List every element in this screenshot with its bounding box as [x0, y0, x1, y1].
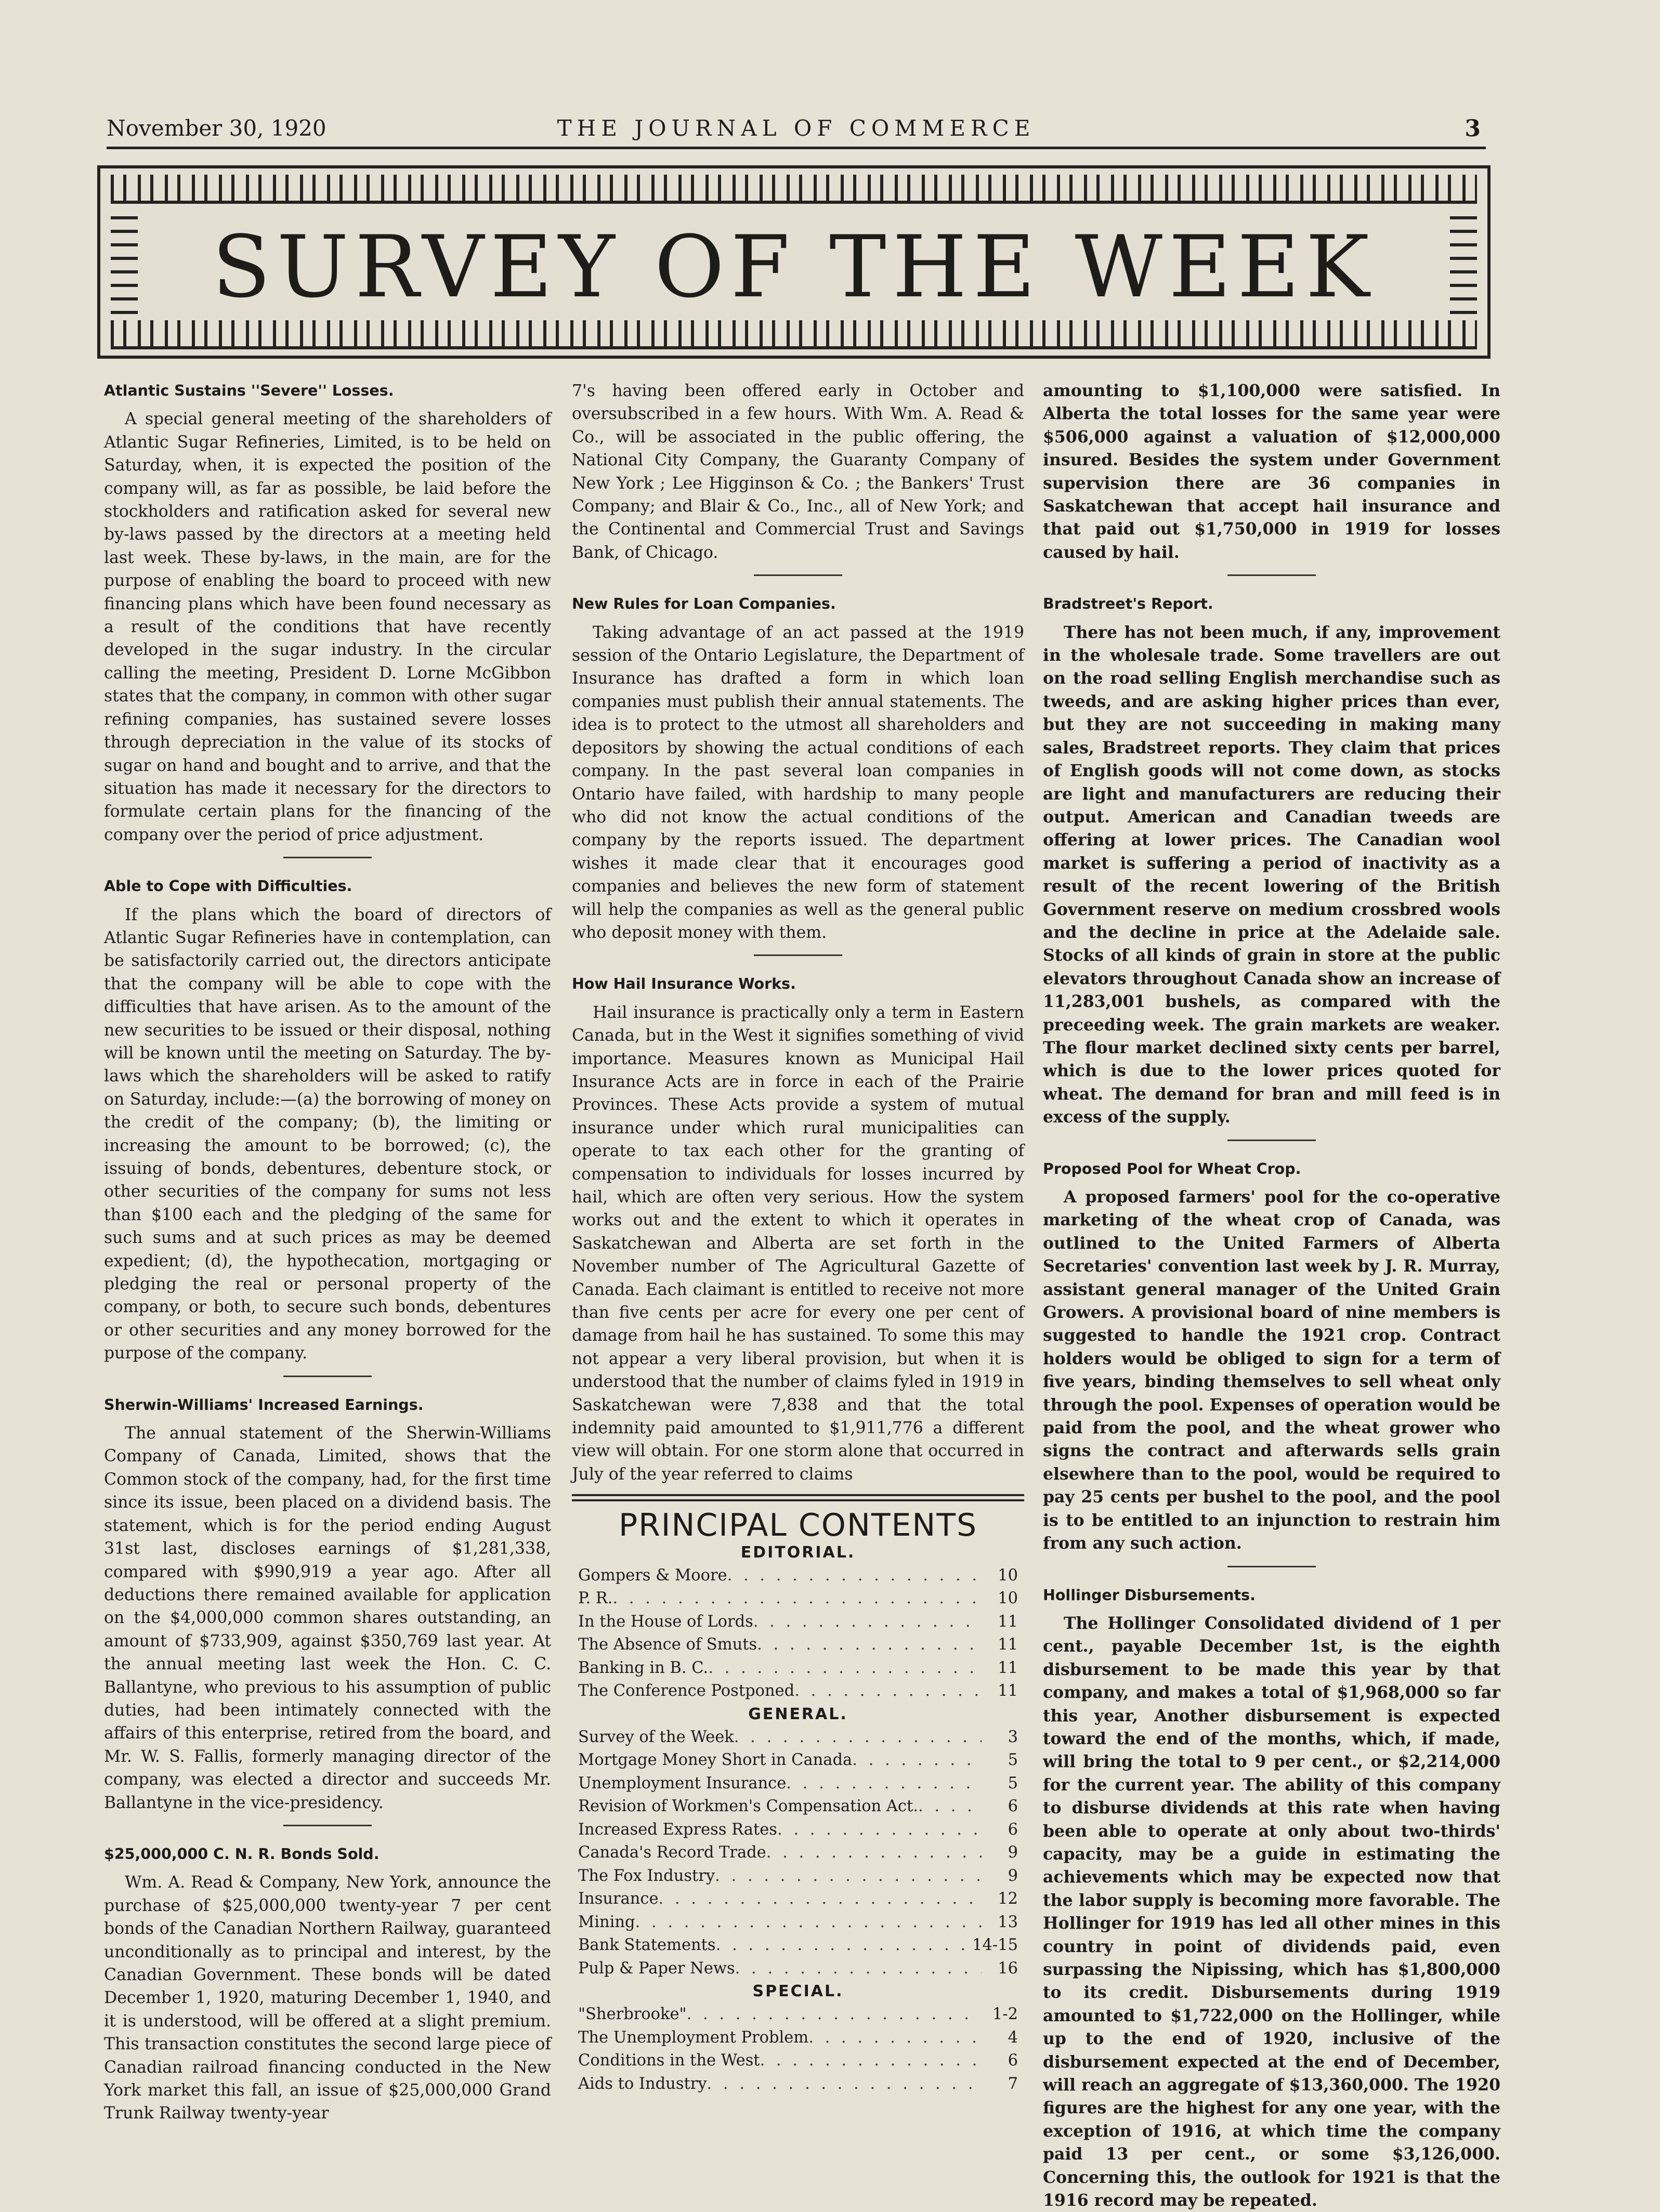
article-body: The annual statement of the Sherwin-Williams Company of Canada, Limited, shows that the Common stock of the company, had, for the first time since its issue, been placed on a dividend basis. The statement, which is for the period ending August 31st last, discloses earnings of $1,281,338, compared with $990,919 a year ago. After all deductions there remained available for application on the $4,000,000 common shares outstanding, an amount of $733,909, against $350,769 last year. At the annual meeting last week the Hon. C. C. Ballantyne, who previous to his assumption of public duties, had been intimately connected with the affairs of this enterprise, retired from the board, and Mr. W. S. Fallis, formerly managing director of the company, was elected a director and succeeds Mr. Ballantyne in the vice-presidency.	[104, 1422, 551, 1814]
contents-entry	[578, 2026, 1018, 2050]
entry-title: P. R.	[578, 1587, 612, 1611]
entry-page: 11	[982, 1657, 1018, 1680]
article-divider	[1227, 1566, 1316, 1567]
contents-entry	[578, 1795, 1018, 1818]
article-heading: Atlantic Sustains ''Severe'' Losses.	[104, 379, 551, 402]
entry-title: Insurance	[578, 1888, 659, 1911]
leader-dots	[612, 1587, 982, 1611]
entry-title: Survey of the Week	[578, 1726, 734, 1749]
article-heading: Able to Cope with Difficulties.	[104, 875, 551, 898]
article	[104, 1394, 551, 1814]
article-heading: New Rules for Loan Companies.	[572, 593, 1024, 616]
article-heading: $25,000,000 C. N. R. Bonds Sold.	[104, 1843, 551, 1866]
entry-page: 11	[982, 1680, 1018, 1703]
entry-page: 11	[982, 1633, 1018, 1657]
running-head	[107, 115, 1486, 149]
leader-dots	[687, 2003, 982, 2026]
journal-title: THE JOURNAL OF COMMERCE	[107, 115, 1486, 141]
contents-entry	[578, 1657, 1018, 1680]
article-divider	[754, 574, 842, 576]
article	[104, 875, 551, 1365]
leader-dots	[852, 1749, 982, 1772]
article-body: A proposed farmers' pool for the co-operative marketing of the wheat crop of Canada, was outlined to the United Farmers of Alberta Secretaries' convention last week by J. R. Murray, assistant general manager of the United Grain Growers. A provisional board of nine members is suggested to handle the 1921 crop. Contract holders would be obliged to sign for a term of five years, binding themselves to sell wheat only through the pool. Expenses of operation would be paid from the pool, and the wheat grower who signs the contract and afterwards sells grain elsewhere than to the pool, would be required to pay 25 cents per bushel to the pool, and the pool is to be entitled to an injunction to restrain him from any such action.	[1043, 1186, 1500, 1555]
contents-entry	[578, 1934, 1018, 1957]
article	[1043, 593, 1500, 1129]
contents-section-heading: SPECIAL.	[572, 1980, 1024, 2003]
leader-dots	[715, 1865, 982, 1888]
entry-page: 6	[982, 1795, 1018, 1818]
leader-dots	[760, 2049, 982, 2073]
article	[1043, 1158, 1500, 1555]
leader-dots	[757, 1633, 982, 1657]
contents-divider	[572, 1494, 1024, 1501]
entry-page: 6	[982, 1818, 1018, 1842]
article-divider	[283, 857, 372, 858]
article-body: The Hollinger Consolidated dividend of 1 per cent., payable December 1st, is the eighth disbursement to be made this year by that company, and makes a total of $1,968,000 so far this year, Another disbursement is expected toward the end of the months, which, if made, will bring the total to 9 per cent., or $2,214,000 for the current year. The ability of this company to disburse dividends at this rate when having been able to operate at only about two-thirds' capacity, may be a guide in estimating the achievements which may be expected now that the labor supply is becoming more favorable. The Hollinger for 1919 has led all other mines in this country in point of dividends paid, even surpassing the Nipissing, which has $1,800,000 to its credit. Disbursements during 1919 amounted to $1,722,000 on the Hollinger, while up to the end of 1920, inclusive of the disbursement expected at the end of December, will reach an aggregate of $13,360,000. The 1920 figures are the highest for any one year, with the exception of 1916, at which time the company paid 13 per cent., or some $3,126,000. Concerning this, the outlook for 1921 is that the 1916 record may be repeated.	[1043, 1612, 1500, 2212]
article-heading: Proposed Pool for Wheat Crop.	[1043, 1158, 1500, 1181]
contents-list-general	[572, 1726, 1024, 1981]
article-divider	[283, 1376, 372, 1377]
contents-entry	[578, 2049, 1018, 2073]
article	[104, 1843, 551, 2125]
contents-entry	[578, 1587, 1018, 1611]
entry-title: Gompers & Moore	[578, 1564, 727, 1588]
leader-dots	[708, 1657, 982, 1680]
article-divider	[1227, 574, 1316, 576]
entry-page: 1-2	[982, 2003, 1018, 2026]
contents-entry	[578, 1841, 1018, 1865]
entry-page: 14-15	[972, 1934, 1018, 1957]
entry-title: "Sherbrooke"	[578, 2003, 687, 2026]
article-divider	[1227, 1140, 1316, 1141]
article-heading: Sherwin-Williams' Increased Earnings.	[104, 1394, 551, 1417]
greek-key-border-top	[111, 175, 1477, 204]
leader-dots	[734, 1726, 982, 1749]
survey-banner	[97, 165, 1491, 359]
leader-dots	[786, 1772, 982, 1796]
banner-title: SURVEY OF THE WEEK	[100, 218, 1487, 317]
leader-dots	[659, 1888, 982, 1911]
contents-entry	[578, 1818, 1018, 1842]
contents-entry	[578, 2003, 1018, 2026]
contents-title: PRINCIPAL CONTENTS	[572, 1514, 1024, 1537]
article	[572, 593, 1024, 944]
entry-page: 10	[982, 1564, 1018, 1588]
principal-contents	[572, 1514, 1024, 2096]
entry-title: Unemployment Insurance	[578, 1772, 786, 1796]
article-divider	[754, 954, 842, 956]
article-body: Hail insurance is practically only a term in Eastern Canada, but in the West it signifies something of vivid importance. Measures known as Municipal Hail Insurance Acts are in force in each of the Prairie Provinces. These Acts provide a system of mutual insurance under which rural municipalities can operate to tax each other for the granting of compensation to individuals for losses incurred by hail, which are often very serious. How the system works out and the extent to which it operates in Saskatchewan and Alberta are set forth in the November number of The Agricultural Gazette of Canada. Each claimant is entitled to receive not more than five cents per acre for every one per cent of damage from hail he has sustained. To some this may not appear a very liberal provision, but when it is understood that the number of claims fyled in 1919 in Saskatchewan were 7,838 and that the total indemnity paid amounted to $1,911,776 a different view will obtain. For one storm alone that occurred in July of the year referred to claims	[572, 1001, 1024, 1486]
entry-page: 11	[982, 1611, 1018, 1634]
entry-title: Aids to Industry	[578, 2073, 707, 2096]
entry-page: 13	[982, 1911, 1018, 1934]
column-1	[104, 379, 551, 2125]
entry-title: Mortgage Money Short in Canada	[578, 1749, 852, 1772]
entry-title: Pulp & Paper News	[578, 1957, 735, 1981]
leader-dots	[777, 1818, 982, 1842]
entry-title: The Absence of Smuts	[578, 1633, 757, 1657]
contents-list-special	[572, 2003, 1024, 2096]
contents-list-editorial	[572, 1564, 1024, 1703]
leader-dots	[727, 1564, 982, 1588]
entry-title: Increased Express Rates	[578, 1818, 777, 1842]
article-divider	[283, 1825, 372, 1826]
contents-entry	[578, 1564, 1018, 1588]
article-body: Taking advantage of an act passed at the 1919 session of the Ontario Legislature, the Department of Insurance has drafted a form in which loan companies must publish their annual statements. The idea is to protect to the utmost all shareholders and depositors by showing the actual conditions of each company. In the past several loan companies in Ontario have failed, with hardship to many people who did not know the actual conditions of the company by the reports issued. The department wishes it made clear that it encourages good companies and believes the new form of statement will help the companies as well as the general public who deposit money with them.	[572, 621, 1024, 945]
entry-page: 5	[982, 1772, 1018, 1796]
leader-dots	[766, 1841, 982, 1865]
leader-dots	[716, 1934, 972, 1957]
entry-title: Bank Statements	[578, 1934, 716, 1957]
entry-page: 9	[982, 1841, 1018, 1865]
page-number: 3	[1465, 115, 1481, 142]
entry-page: 10	[982, 1587, 1018, 1611]
article-heading: Hollinger Disbursements.	[1043, 1584, 1500, 1607]
entry-title: Canada's Record Trade	[578, 1841, 766, 1865]
contents-entry	[578, 1611, 1018, 1634]
contents-entry	[578, 1726, 1018, 1749]
entry-title: Conditions in the West	[578, 2049, 760, 2073]
contents-entry	[578, 1865, 1018, 1888]
article-body: There has not been much, if any, improvement in the wholesale trade. Some travellers are out on the road selling English merchandise such as tweeds, and are asking higher prices than ever, but they are not succeeding in making many sales, Bradstreet reports. They claim that prices of English goods will not come down, as stocks are light and manufacturers are reducing their output. American and Canadian tweeds are offering at lower prices. The Canadian wool market is suffering a period of inactivity as a result of the recent lowering of the British Government reserve on medium crossbred wools and the decline in price at the Adelaide sale. Stocks of all kinds of grain in store at the public elevators throughout Canada show an increase of 11,283,001 bushels, as compared with the preceeding week. The grain markets are weaker. The flour market declined sixty cents per barrel, which is due to the lower prices quoted for wheat. The demand for bran and mill feed is in excess of the supply.	[1043, 621, 1500, 1129]
contents-entry	[578, 1957, 1018, 1981]
article	[1043, 1584, 1500, 2212]
entry-title: Revision of Workmen's Compensation Act.	[578, 1795, 918, 1818]
article-body: A special general meeting of the shareholders of Atlantic Sugar Refineries, Limited, is to be held on Saturday, when, it is expected the position of the company will, as far as possible, be laid before the stockholders and ratification asked for several new by-laws passed by the directors at a meeting held last week. These by-laws, in the main, are for the purpose of enabling the board to proceed with new financing plans which have been found necessary as a result of the conditions that have recently developed in the sugar industry. In the circular calling the meeting, President D. Lorne McGibbon states that the company, in common with other sugar refining companies, has sustained severe losses through depreciation in the value of its stocks of sugar on hand and bought and to arrive, and that the situation has made it necessary for the directors to formulate certain plans for the financing of the company over the period of price adjustment.	[104, 408, 551, 846]
article-continuation: amounting to $1,100,000 were satisfied. In Alberta the total losses for the same year were $506,000 against a valuation of $12,000,000 insured. Besides the system under Government supervision there are 36 companies in Saskatchewan that accept hail insurance and that paid out $1,750,000 in 1919 for losses caused by hail.	[1043, 379, 1500, 564]
contents-entry	[578, 1911, 1018, 1934]
article	[572, 973, 1024, 1486]
entry-page: 4	[982, 2026, 1018, 2050]
article-body: If the plans which the board of directors of Atlantic Sugar Refineries have in contemplation, can be satisfactorily carried out, the directors anticipate that the company will be able to cope with the difficulties that have arisen. As to the amount of the new securities to be issued or their disposal, nothing will be known until the meeting on Saturday. The by-laws which the shareholders will be asked to ratify on Saturday, include:—(a) the borrowing of money on the credit of the company; (b), the limiting or increasing the amount to be borrowed; (c), the issuing of bonds, debentures, debenture stock, or other securities of the company for sums not less than $100 each and the pledging of the same for such sums and at such prices as may be deemed expedient; (d), the hypothecation, mortgaging or pledging the real or personal property of the company, or both, to secure such bonds, debentures or other securities and any money borrowed for the purpose of the company.	[104, 904, 551, 1365]
entry-page: 5	[982, 1749, 1018, 1772]
entry-title: The Conference Postponed	[578, 1680, 794, 1703]
leader-dots	[753, 1611, 982, 1634]
leader-dots	[707, 2073, 982, 2096]
entry-page: 7	[982, 2073, 1018, 2096]
entry-title: Mining	[578, 1911, 635, 1934]
article-heading: How Hail Insurance Works.	[572, 973, 1024, 996]
article	[104, 379, 551, 846]
leader-dots	[794, 1680, 982, 1703]
entry-title: Banking in B. C.	[578, 1657, 708, 1680]
entry-title: The Fox Industry	[578, 1865, 715, 1888]
greek-key-border-bottom	[111, 320, 1477, 349]
leader-dots	[808, 2026, 982, 2050]
leader-dots	[635, 1911, 982, 1934]
contents-section-heading: GENERAL.	[572, 1703, 1024, 1726]
entry-page: 9	[982, 1865, 1018, 1888]
entry-page: 3	[982, 1726, 1018, 1749]
contents-entry	[578, 1749, 1018, 1772]
entry-page: 16	[982, 1957, 1018, 1981]
article-body: Wm. A. Read & Company, New York, announce the purchase of $25,000,000 twenty-year 7 per cent bonds of the Canadian Northern Railway, guaranteed unconditionally as to principal and interest, by the Canadian Government. These bonds will be dated December 1, 1920, maturing December 1, 1940, and it is understood, will be offered at a slight premium. This transaction constitutes the second large piece of Canadian railroad financing conducted in the New York market this fall, an issue of $25,000,000 Grand Trunk Railway twenty-year	[104, 1871, 551, 2125]
entry-page: 12	[982, 1888, 1018, 1911]
contents-entry	[578, 1680, 1018, 1703]
entry-title: In the House of Lords	[578, 1611, 753, 1634]
article-heading: Bradstreet's Report.	[1043, 593, 1500, 616]
leader-dots	[918, 1795, 982, 1818]
contents-entry	[578, 1633, 1018, 1657]
contents-entry	[578, 2073, 1018, 2096]
entry-page: 6	[982, 2049, 1018, 2073]
contents-entry	[578, 1772, 1018, 1796]
contents-entry	[578, 1888, 1018, 1911]
entry-title: The Unemployment Problem	[578, 2026, 808, 2050]
leader-dots	[735, 1957, 982, 1981]
contents-section-heading: EDITORIAL.	[572, 1541, 1024, 1564]
article-continuation: 7's having been offered early in October and oversubscribed in a few hours. With Wm. A. Read & Co., will be associated in the public offering, the National City Company, the Guaranty Company of New York ; Lee Higginson & Co. ; the Bankers' Trust Company; and Blair & Co., Inc., all of New York; and the Continental and Commercial Trust and Savings Bank, of Chicago.	[572, 379, 1024, 564]
issue-date: November 30, 1920	[107, 115, 326, 141]
column-2	[572, 379, 1024, 2096]
column-3	[1043, 379, 1500, 2212]
